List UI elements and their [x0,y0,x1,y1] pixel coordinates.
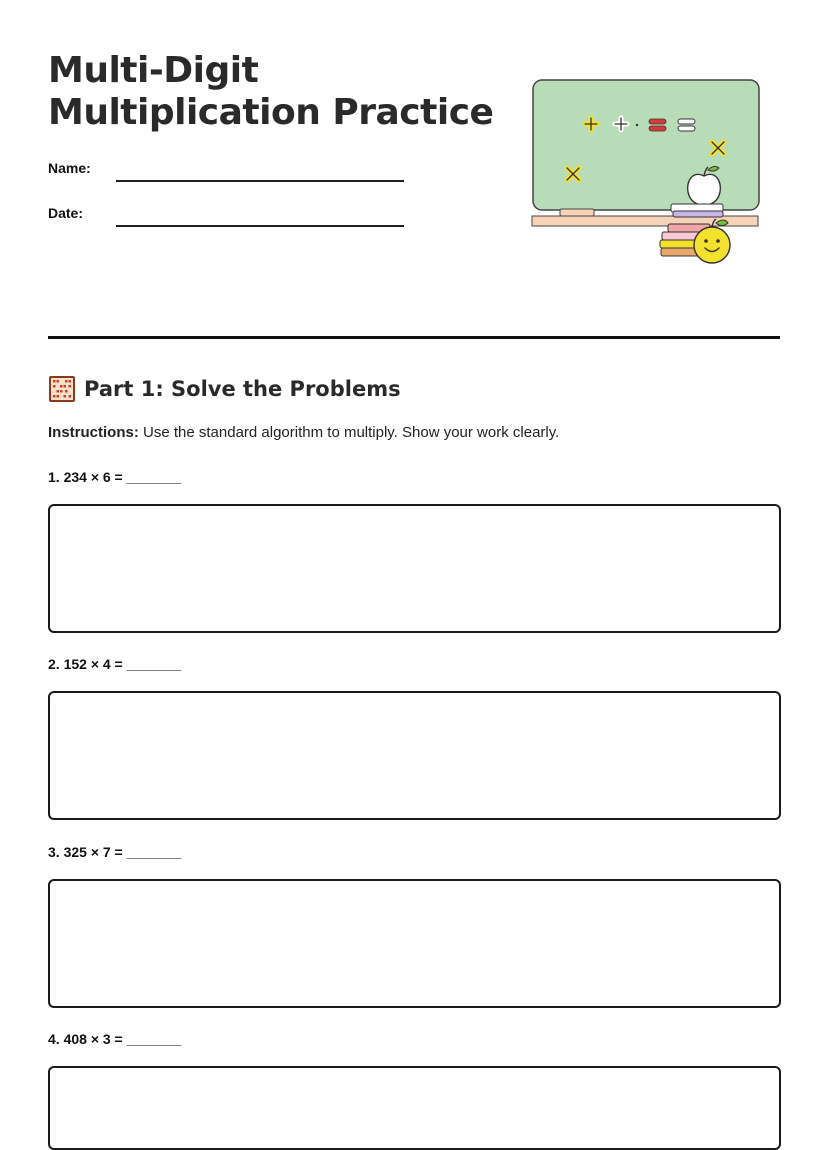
dot-icon [636,124,638,126]
name-label: Name: [48,160,91,176]
name-field[interactable] [116,180,404,182]
part1-heading [48,374,401,404]
eraser-icon [560,209,594,216]
work-box-2[interactable] [48,691,781,820]
work-box-4[interactable] [48,1066,781,1150]
date-label: Date: [48,205,84,221]
title-line-1: Multi-Digit [48,50,259,91]
chalkboard [533,80,759,210]
part1-heading-text: Part 1: Solve the Problems [84,377,401,401]
problem-1-label: 1. 234 × 6 = _______ [48,469,182,485]
instructions-text: Use the standard algorithm to multiply. Show your work clearly. [138,424,560,441]
abacus-icon [48,375,76,403]
chalkboard-illustration [528,72,764,268]
section-divider [48,336,780,339]
title-line-2: Multiplication Practice [48,92,494,133]
problem-3-label: 3. 325 × 7 = _______ [48,844,182,860]
work-box-1[interactable] [48,504,781,633]
instructions-label: Instructions: [48,424,139,441]
page-title [48,50,493,134]
instructions [48,424,559,441]
problem-2-label: 2. 152 × 4 = _______ [48,656,182,672]
date-field[interactable] [116,225,404,227]
problem-4-label: 4. 408 × 3 = _______ [48,1031,182,1047]
work-box-3[interactable] [48,879,781,1008]
